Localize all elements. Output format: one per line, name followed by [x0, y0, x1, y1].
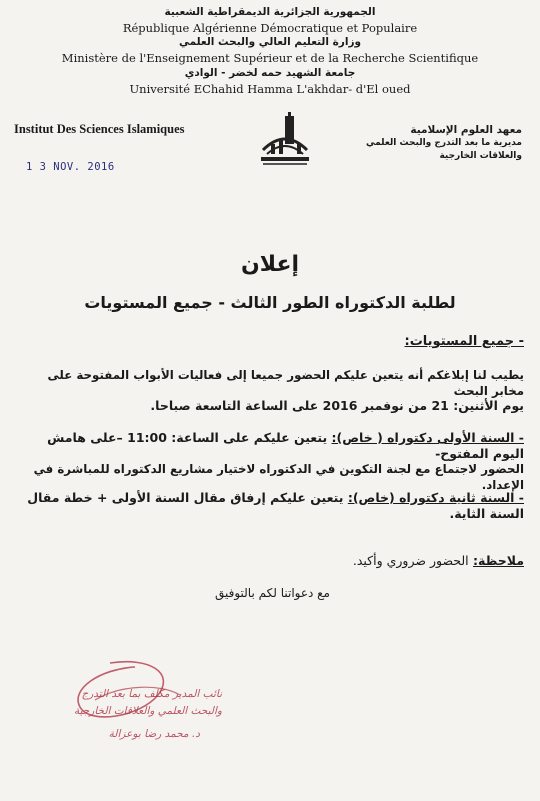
header-french-university: Université EChahid Hamma L'akhdar- d'El oued [129, 82, 411, 96]
first-year-label: - السنة الأولى دكتوراه ( خاص): [331, 430, 524, 445]
all-levels-heading: - جميع المستويات: [404, 334, 524, 349]
second-year-line [16, 490, 524, 522]
stamp-line2: والبحث العلمي والعلاقات الخارجية [73, 705, 222, 717]
institute-arabic-name: معهد العلوم الإسلامية [410, 124, 522, 136]
stamp-line1: نائب المدير مكلف بما بعد التدرج [81, 688, 222, 700]
institute-arabic-block [352, 124, 522, 163]
first-year-line2: الحضور لاجتماع مع لجنة التكوين في الدكتوراه لاختيار مشاريع الدكتوراه للمباشرة في الإعداد. [33, 462, 524, 492]
first-year-text: يتعين عليكم على الساعة: 11:00 –على هامش اليوم المفتوح- [47, 430, 524, 461]
header-french-ministry: Ministère de l'Enseignement Supérieur et de la Recherche Scientifique [61, 51, 479, 65]
institute-arabic-directorate-line2: والعلاقات الخارجية [439, 151, 522, 161]
second-year-text: يتعين عليكم إرفاق مقال السنة الأولى + خطة مقال السنة الثاية. [27, 490, 524, 521]
announcement-title: إعلان [240, 252, 300, 277]
university-logo-icon [255, 110, 315, 170]
stamp-line3: د. محمد رضا بوعزالة [108, 728, 200, 740]
header-arabic-university: جامعة الشهيد حمه لخضر - الوادي [184, 67, 356, 79]
header-french-republic: République Algérienne Démocratique et Populaire [122, 21, 418, 35]
header-arabic-republic: الجمهورية الجزائرية الديمقراطية الشعبية [164, 6, 376, 18]
note-label: ملاحظة: [473, 553, 524, 568]
date-stamp: 1 3 NOV. 2016 [26, 161, 115, 173]
paragraph-line2: يوم الأثنين: 21 من نوفمبر 2016 على الساعة التاسعة صباحا. [150, 398, 524, 413]
closing-text: مع دعواتنا لكم بالتوفيق [214, 586, 330, 600]
second-year-label: - السنة ثانية دكتوراه (خاص): [347, 490, 524, 505]
header-arabic-ministry: وزارة التعليم العالي والبحث العلمي [178, 36, 362, 48]
paragraph-line1: يطيب لنا إبلاغكم أنه يتعين عليكم الحضور جميعا إلى فعاليات الأبواب المفتوحة على مخابر البحث [47, 368, 524, 398]
note-line [16, 553, 524, 569]
institute-arabic-directorate-line1: مديرية ما بعد التدرج والبحث العلمي [366, 138, 522, 148]
announcement-subtitle: لطلبة الدكتوراه الطور الثالث - جميع المستويات [84, 293, 456, 312]
first-year-line [16, 430, 524, 462]
note-text: الحضور ضروري وأكيد. [352, 553, 469, 568]
institute-french-name: Institut Des Sciences Islamiques [14, 122, 185, 136]
